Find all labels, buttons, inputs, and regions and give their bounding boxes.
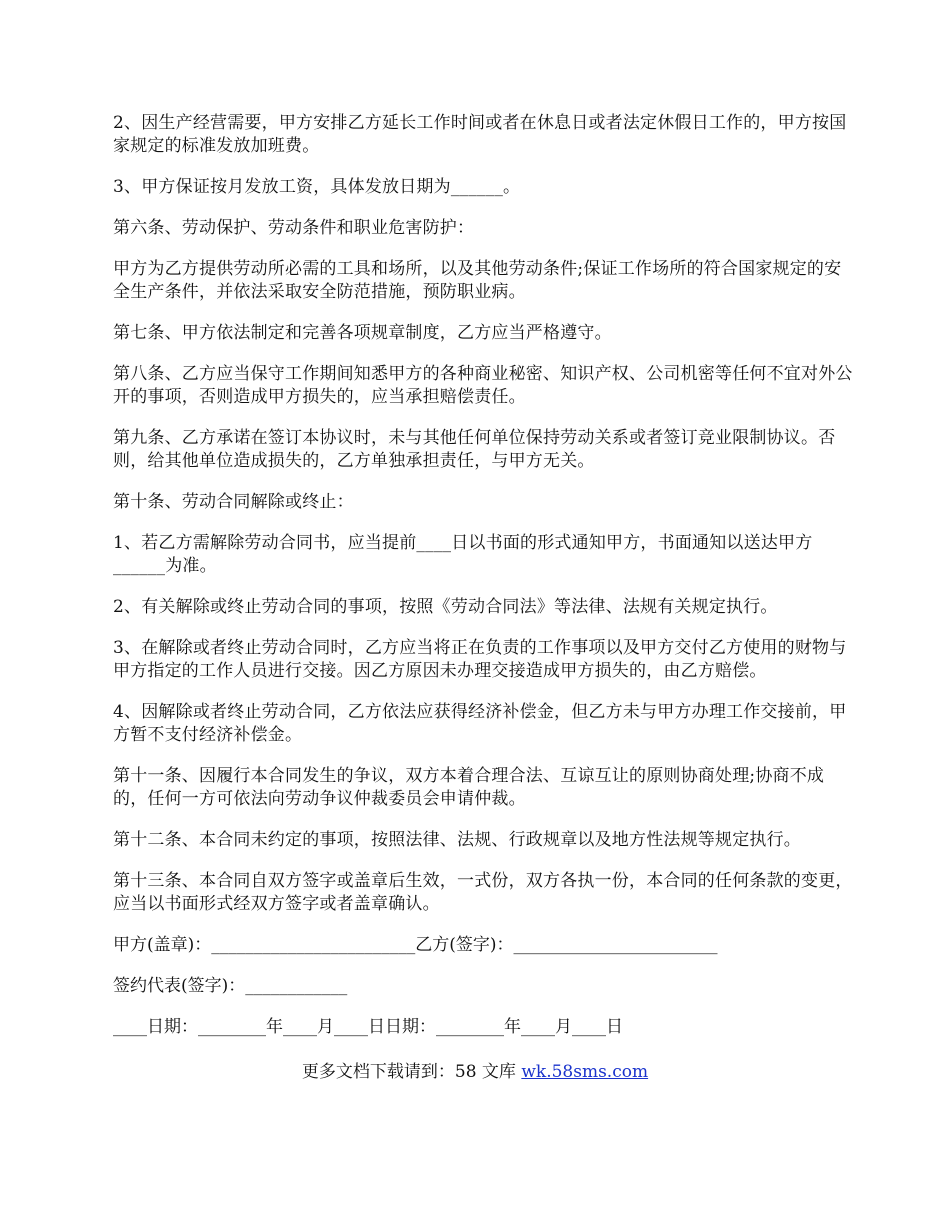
article-10-item-3: 3、在解除或者终止劳动合同时，乙方应当将正在负责的工作事项以及甲方交付乙方使用的财物与甲方指定的工作人员进行交接。因乙方原因未办理交接造成甲方损失的，由乙方赔偿。 xyxy=(113,638,847,681)
article-10-item-1: 1、若乙方需解除劳动合同书，应当提前____日以书面的形式通知甲方，书面通知以送达甲方______为准。 xyxy=(113,533,813,576)
article-6-heading: 第六条、劳动保护、劳动条件和职业危害防护： xyxy=(113,218,475,238)
document-body xyxy=(113,112,853,1057)
article-13: 第十三条、本合同自双方签字或盖章后生效，一式份，双方各执一份，本合同的任何条款的变更，应当以书面形式经双方签字或者盖章确认。 xyxy=(113,871,853,914)
signature-representative-line: 签约代表(签字)：____________ xyxy=(113,976,348,996)
clause-pay-date: 3、甲方保证按月发放工资，具体发放日期为______。 xyxy=(113,177,521,197)
article-12: 第十二条、本合同未约定的事项，按照法律、法规、行政规章以及地方性法规等规定执行。 xyxy=(113,830,801,850)
page-footer xyxy=(0,1061,950,1084)
article-8: 第八条、乙方应当保守工作期间知悉甲方的各种商业秘密、知识产权、公司机密等任何不宜对外公开的事项，否则造成甲方损失的，应当承担赔偿责任。 xyxy=(113,364,853,407)
article-6-body: 甲方为乙方提供劳动所必需的工具和场所，以及其他劳动条件;保证工作场所的符合国家规定的安全生产条件，并依法采取安全防范措施，预防职业病。 xyxy=(113,259,842,302)
footer-text: 更多文档下载请到：58 文库 xyxy=(301,1062,522,1082)
footer-link[interactable]: wk.58sms.com xyxy=(521,1062,649,1082)
article-10-heading: 第十条、劳动合同解除或终止： xyxy=(113,492,354,512)
clause-overtime-pay: 2、因生产经营需要，甲方安排乙方延长工作时间或者在休息日或者法定休假日工作的，甲方按国家规定的标准发放加班费。 xyxy=(113,113,847,156)
article-7: 第七条、甲方依法制定和完善各项规章制度，乙方应当严格遵守。 xyxy=(113,323,612,343)
article-10-item-4: 4、因解除或者终止劳动合同，乙方依法应获得经济补偿金，但乙方未与甲方办理工作交接前，甲方暂不支付经济补偿金。 xyxy=(113,702,847,745)
signature-parties-line: 甲方(盖章)：________________________乙方(签字)：________________________ xyxy=(113,935,718,955)
article-11: 第十一条、因履行本合同发生的争议，双方本着合理合法、互谅互让的原则协商处理;协商不成的，任何一方可依法向劳动争议仲裁委员会申请仲裁。 xyxy=(113,766,825,809)
signature-dates-line: ____日期：________年____月____日日期：________年____月____日 xyxy=(113,1017,623,1037)
article-10-item-2: 2、有关解除或终止劳动合同的事项，按照《劳动合同法》等法律、法规有关规定执行。 xyxy=(113,597,778,617)
article-9: 第九条、乙方承诺在签订本协议时，未与其他任何单位保持劳动关系或者签订竞业限制协议。否则，给其他单位造成损失的，乙方单独承担责任，与甲方无关。 xyxy=(113,428,836,471)
